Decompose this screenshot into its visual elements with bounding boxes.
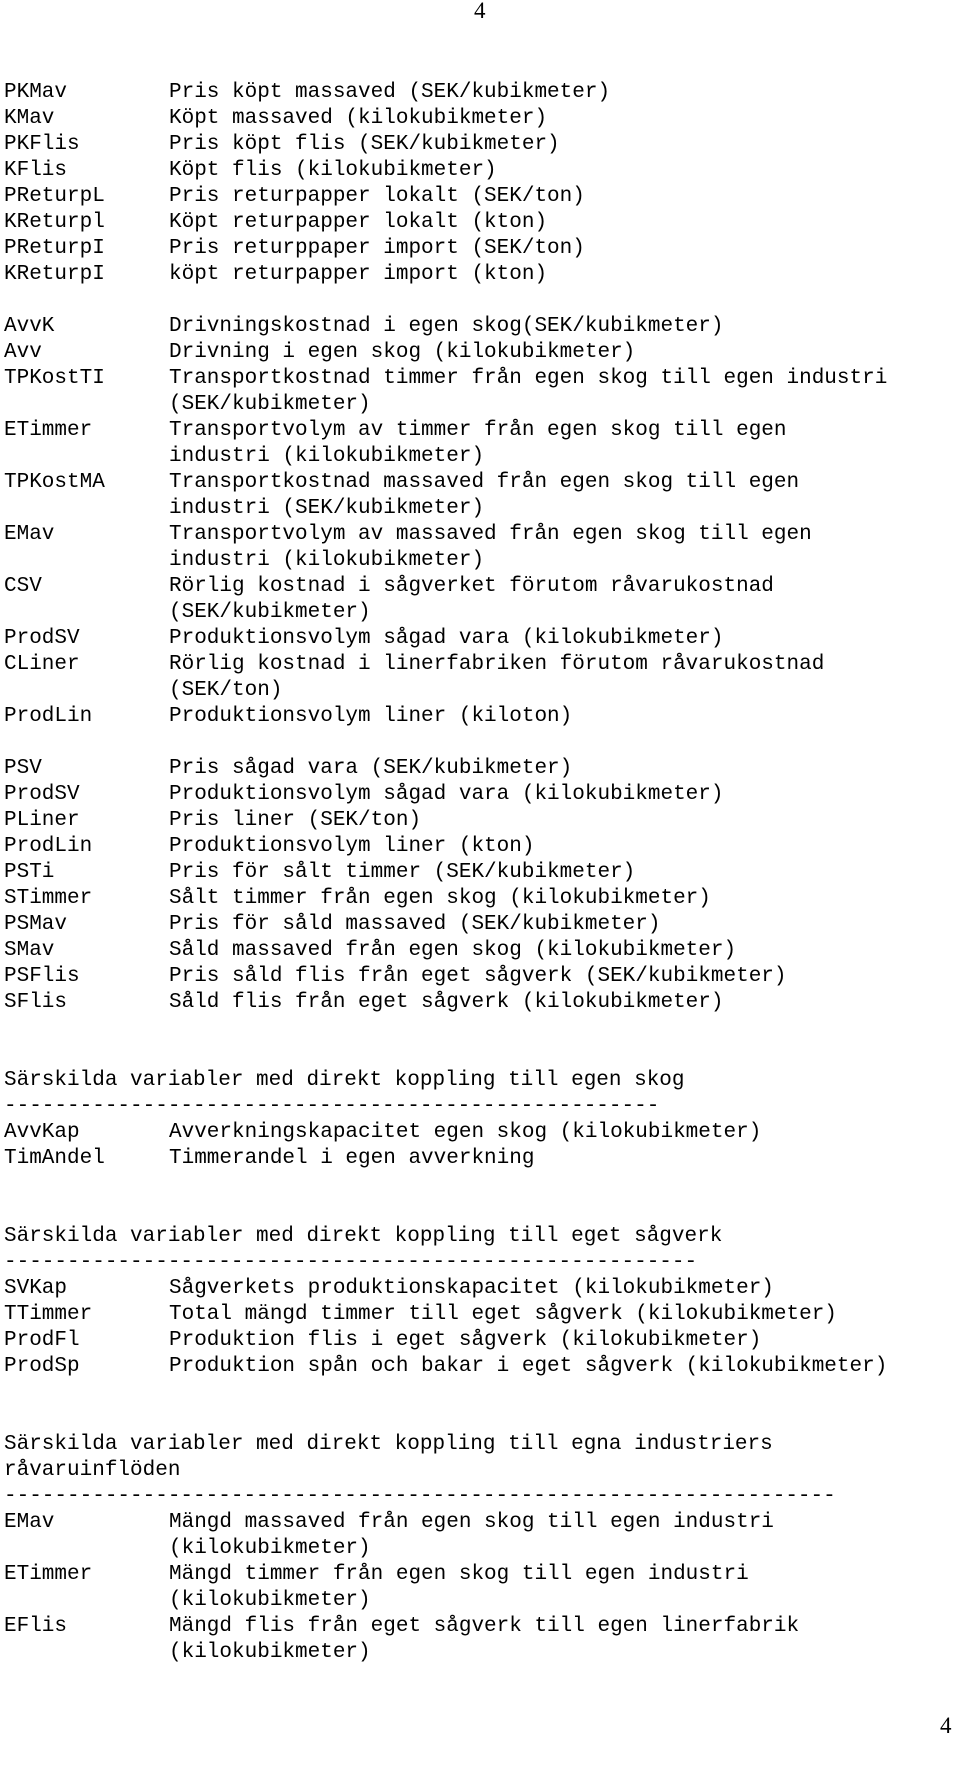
variable-description: Pris returpapper lokalt (SEK/ton): [169, 185, 585, 208]
definition-row: [4, 574, 954, 626]
definition-row: [4, 860, 954, 886]
variable-name: ProdSp: [4, 1355, 80, 1378]
definition-row: [4, 80, 954, 106]
section-egna-industrier: [4, 1432, 954, 1666]
variable-name: SMav: [4, 939, 55, 962]
definition-row: [4, 314, 954, 340]
definition-row: [4, 1614, 954, 1666]
variable-description: köpt returpapper import (kton): [169, 263, 548, 286]
definition-row: [4, 106, 954, 132]
variable-name: PSMav: [4, 913, 68, 936]
spacer: [4, 1172, 954, 1224]
section-egen-skog: [4, 1068, 954, 1172]
variable-description: Rörlig kostnad i sågverket förutom råvarukostnad (SEK/kubikmeter): [169, 575, 774, 624]
spacer: [4, 1380, 954, 1432]
variable-description: Pris returppaper import (SEK/ton): [169, 237, 585, 260]
variable-name: TPKostTI: [4, 367, 105, 390]
variable-name: KMav: [4, 107, 55, 130]
variable-name: ProdSV: [4, 783, 80, 806]
variable-description: Köpt massaved (kilokubikmeter): [169, 107, 548, 130]
variable-name: PSV: [4, 757, 42, 780]
definition-row: [4, 470, 954, 522]
variable-name: ETimmer: [4, 419, 93, 442]
variable-name: SVKap: [4, 1277, 68, 1300]
variable-name: STimmer: [4, 887, 93, 910]
variable-name: TimAndel: [4, 1147, 105, 1170]
variable-description: Transportvolym av timmer från egen skog till egen industri (kilokubikmeter): [169, 419, 787, 468]
variable-name: TTimmer: [4, 1303, 93, 1326]
definition-row: [4, 912, 954, 938]
section-rule: ----------------------------------------------------: [4, 1095, 660, 1118]
definition-row: [4, 158, 954, 184]
definition-row: [4, 1510, 954, 1562]
definition-row: [4, 366, 954, 418]
definition-row: [4, 652, 954, 704]
variable-description: Sålt timmer från egen skog (kilokubikmeter): [169, 887, 711, 910]
definition-row: [4, 210, 954, 236]
variable-name: CSV: [4, 575, 42, 598]
definition-row: [4, 132, 954, 158]
variable-description: Produktion flis i eget sågverk (kilokubikmeter): [169, 1329, 762, 1352]
variable-description: Såld massaved från egen skog (kilokubikmeter): [169, 939, 737, 962]
variable-description: Transportkostnad timmer från egen skog till egen industri (SEK/kubikmeter): [169, 367, 888, 416]
variable-description: Pris sågad vara (SEK/kubikmeter): [169, 757, 573, 780]
variable-name: ProdFl: [4, 1329, 80, 1352]
section-title: Särskilda variabler med direkt koppling till egna industriers råvaruinflöden: [4, 1433, 773, 1482]
variable-description: Drivningskostnad i egen skog(SEK/kubikmeter): [169, 315, 724, 338]
definition-row: [4, 1120, 954, 1146]
variable-description: Transportvolym av massaved från egen skog till egen industri (kilokubikmeter): [169, 523, 812, 572]
variable-description: Pris för sålt timmer (SEK/kubikmeter): [169, 861, 636, 884]
definition-row: [4, 236, 954, 262]
variable-name: PReturpL: [4, 185, 105, 208]
variable-description: Produktionsvolym sågad vara (kilokubikmeter): [169, 783, 724, 806]
variable-name: TPKostMA: [4, 471, 105, 494]
definition-row: [4, 262, 954, 288]
variable-name: PReturpI: [4, 237, 105, 260]
definition-row: [4, 626, 954, 652]
definition-row: [4, 1276, 954, 1302]
variable-name: SFlis: [4, 991, 68, 1014]
variable-description: Pris köpt massaved (SEK/kubikmeter): [169, 81, 611, 104]
variable-name: ProdLin: [4, 835, 93, 858]
page-number-bottom: 4: [940, 1713, 952, 1738]
variable-description: Produktionsvolym sågad vara (kilokubikmeter): [169, 627, 724, 650]
definition-row: [4, 704, 954, 730]
definition-row: [4, 990, 954, 1016]
variable-name: PLiner: [4, 809, 80, 832]
variable-description: Köpt flis (kilokubikmeter): [169, 159, 497, 182]
variable-name: ProdLin: [4, 705, 93, 728]
section-title: Särskilda variabler med direkt koppling till egen skog: [4, 1069, 685, 1092]
definition-row: [4, 756, 954, 782]
variable-description: Köpt returpapper lokalt (kton): [169, 211, 548, 234]
definition-row: [4, 1354, 954, 1380]
definition-row: [4, 418, 954, 470]
definition-row: [4, 964, 954, 990]
variable-description: Mängd massaved från egen skog till egen industri (kilokubikmeter): [169, 1511, 774, 1560]
definition-row: [4, 1562, 954, 1614]
definition-row: [4, 522, 954, 574]
definition-row: [4, 808, 954, 834]
variable-description: Pris liner (SEK/ton): [169, 809, 422, 832]
variable-description: Pris för såld massaved (SEK/kubikmeter): [169, 913, 661, 936]
definition-row: [4, 1302, 954, 1328]
section-rule: -------------------------------------------------------: [4, 1251, 698, 1274]
variable-description: Total mängd timmer till eget sågverk (kilokubikmeter): [169, 1303, 837, 1326]
group-sales: [4, 756, 954, 1016]
variable-description: Mängd flis från eget sågverk till egen linerfabrik (kilokubikmeter): [169, 1615, 800, 1664]
variable-description: Pris såld flis från eget sågverk (SEK/kubikmeter): [169, 965, 787, 988]
variable-description: Produktion spån och bakar i eget sågverk (kilokubikmeter): [169, 1355, 888, 1378]
variable-description: Avverkningskapacitet egen skog (kilokubikmeter): [169, 1121, 762, 1144]
variable-name: PSFlis: [4, 965, 80, 988]
variable-description: Pris köpt flis (SEK/kubikmeter): [169, 133, 560, 156]
variable-name: ProdSV: [4, 627, 80, 650]
variable-name: KFlis: [4, 159, 68, 182]
definition-row: [4, 1328, 954, 1354]
variable-description: Sågverkets produktionskapacitet (kilokubikmeter): [169, 1277, 774, 1300]
variable-name: CLiner: [4, 653, 80, 676]
definition-row: [4, 782, 954, 808]
spacer: [4, 730, 954, 756]
page-number-top: 4: [474, 0, 486, 23]
definition-row: [4, 340, 954, 366]
variable-name: KReturpl: [4, 211, 105, 234]
section-eget-sagverk: [4, 1224, 954, 1380]
variable-name: PSTi: [4, 861, 55, 884]
variable-name: Avv: [4, 341, 42, 364]
variable-description: Såld flis från eget sågverk (kilokubikmeter): [169, 991, 724, 1014]
definition-row: [4, 1146, 954, 1172]
variable-name: EMav: [4, 523, 55, 546]
variable-name: EFlis: [4, 1615, 68, 1638]
variable-description: Produktionsvolym liner (kton): [169, 835, 535, 858]
section-title: Särskilda variabler med direkt koppling till eget sågverk: [4, 1225, 723, 1248]
variable-name: AvvK: [4, 315, 55, 338]
variable-description: Produktionsvolym liner (kiloton): [169, 705, 573, 728]
variable-name: EMav: [4, 1511, 55, 1534]
definition-row: [4, 834, 954, 860]
variable-name: ETimmer: [4, 1563, 93, 1586]
variable-name: PKMav: [4, 81, 68, 104]
group-costs: [4, 314, 954, 730]
definition-row: [4, 938, 954, 964]
variable-name: AvvKap: [4, 1121, 80, 1144]
variable-description: Drivning i egen skog (kilokubikmeter): [169, 341, 636, 364]
group-purchases: [4, 80, 954, 288]
spacer: [4, 1016, 954, 1068]
variable-description: Rörlig kostnad i linerfabriken förutom råvarukostnad (SEK/ton): [169, 653, 825, 702]
spacer: [4, 288, 954, 314]
variable-name: PKFlis: [4, 133, 80, 156]
definition-row: [4, 184, 954, 210]
section-rule: ------------------------------------------------------------------: [4, 1485, 836, 1508]
variable-list-document: [4, 80, 954, 1666]
variable-description: Mängd timmer från egen skog till egen industri (kilokubikmeter): [169, 1563, 749, 1612]
definition-row: [4, 886, 954, 912]
variable-description: Transportkostnad massaved från egen skog till egen industri (SEK/kubikmeter): [169, 471, 800, 520]
variable-name: KReturpI: [4, 263, 105, 286]
variable-description: Timmerandel i egen avverkning: [169, 1147, 535, 1170]
